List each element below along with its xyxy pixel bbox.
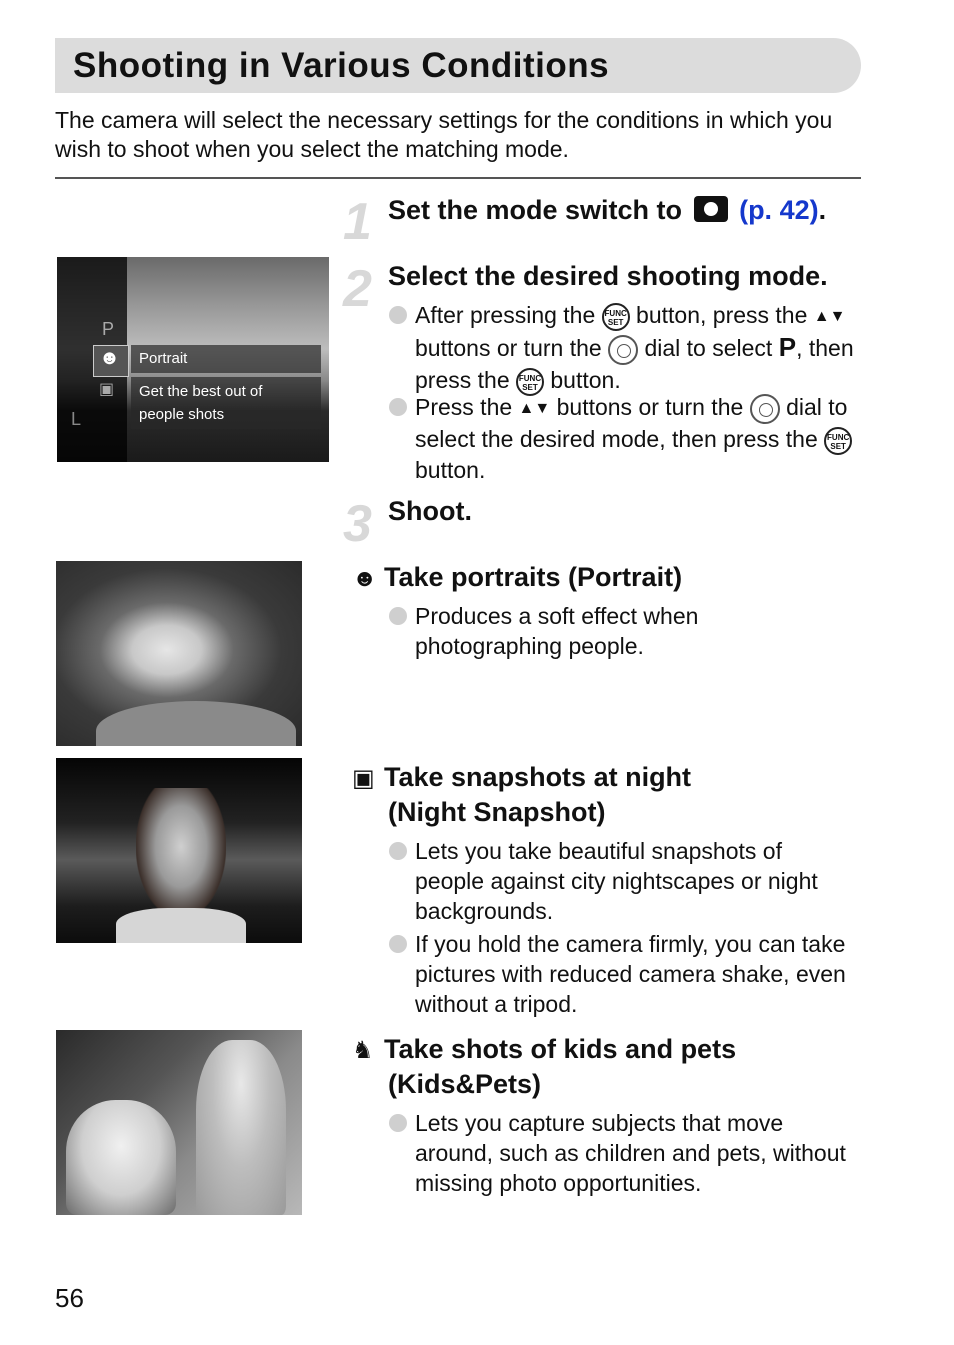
child-figure	[196, 1040, 286, 1215]
program-mode-icon: P	[778, 331, 797, 362]
night-bullet-1	[389, 836, 859, 928]
mode-name: Portrait	[139, 350, 188, 367]
portrait-heading-text: Take portraits (Portrait)	[384, 562, 683, 592]
bullet-icon	[389, 607, 407, 625]
night-heading-line-2: (Night Snapshot)	[388, 797, 606, 827]
func-set-button-icon: FUNC SET	[516, 368, 544, 396]
kids-bullet-1-text: Lets you capture subjects that move around, such as children and pets, without missing photo opportunities.	[415, 1110, 846, 1196]
up-down-arrows-icon: ▲▼	[518, 399, 551, 417]
portrait-bullet-1-text: Produces a soft effect when photographing people.	[415, 603, 699, 659]
kids-pets-photo	[56, 1030, 302, 1215]
night-snapshot-photo	[56, 758, 302, 943]
portrait-selected-icon: ☻	[99, 347, 121, 369]
text-run: buttons or turn the	[415, 334, 602, 361]
camera-screen-image	[57, 257, 329, 462]
text-run: After pressing the	[415, 302, 596, 328]
kids-heading-line-2: (Kids&Pets)	[388, 1069, 542, 1099]
step-1-period: .	[818, 195, 827, 225]
kids-pets-icon: ♞	[352, 1037, 374, 1064]
step-1-heading	[388, 193, 868, 228]
page-number: 56	[55, 1283, 84, 1313]
intro-paragraph: The camera will select the necessary settings for the conditions in which you wish to shoot when you select the matching mode.	[55, 107, 833, 162]
step-2-bullet-2	[389, 392, 859, 484]
night-bullet-2-text: If you hold the camera firmly, you can take pictures with reduced camera shake, even without a tripod.	[415, 931, 846, 1017]
night-mode-menu-icon: ▣	[99, 381, 115, 398]
camera-auto-icon	[694, 196, 728, 222]
night-subject-shoulders	[116, 908, 246, 943]
step-2-heading: Select the desired shooting mode.	[388, 261, 828, 291]
portrait-shoulders	[96, 701, 296, 746]
mode-description-line-2: people shots	[139, 406, 225, 423]
night-heading-line-1: Take snapshots at night	[384, 762, 692, 792]
step-2-bullet-1-text	[415, 300, 865, 396]
mode-p-label: P	[102, 319, 115, 339]
text-run: dial to select the desired mode, then press the	[415, 394, 848, 452]
bullet-icon	[389, 935, 407, 953]
kids-heading-line-1: Take shots of kids and pets	[384, 1034, 737, 1064]
text-run: button.	[415, 456, 486, 483]
dog-figure	[66, 1100, 176, 1215]
step-number-2: 2	[343, 260, 372, 318]
func-set-button-icon: FUNC SET	[602, 303, 630, 331]
func-set-button-icon: FUNC SET	[824, 427, 852, 455]
portrait-photo	[56, 561, 302, 746]
text-run: button, press the	[636, 302, 808, 328]
bullet-icon	[389, 398, 407, 416]
night-heading	[352, 760, 852, 796]
text-run: Press the	[415, 394, 513, 420]
night-bullet-2	[389, 929, 859, 1021]
text-run: button.	[550, 366, 621, 393]
section-title-bar	[55, 38, 861, 93]
step-2-bullet-2-text	[415, 392, 865, 485]
up-down-arrows-icon: ▲▼	[813, 307, 846, 325]
step-2-bullet-1	[389, 300, 859, 394]
night-snapshot-icon: ▣	[352, 765, 375, 792]
step-1-text: Set the mode switch to	[388, 195, 683, 225]
bullet-icon	[389, 1114, 407, 1132]
step-number-1: 1	[343, 193, 372, 251]
control-dial-icon	[750, 394, 780, 424]
text-run: , then press the	[415, 334, 854, 393]
portrait-mode-icon: ☻	[352, 565, 378, 592]
night-subject-face	[136, 788, 226, 918]
text-run: dial to select	[644, 334, 773, 361]
page-reference-link[interactable]: (p. 42)	[739, 195, 819, 225]
control-dial-icon	[608, 335, 638, 365]
step-number-3: 3	[343, 495, 372, 553]
divider	[55, 177, 861, 179]
kids-heading	[352, 1032, 852, 1068]
text-run: buttons or turn the	[556, 394, 744, 420]
step-3-heading: Shoot.	[388, 496, 472, 526]
portrait-bullet-1	[389, 601, 859, 663]
portrait-heading	[352, 560, 852, 596]
night-bullet-1-text: Lets you take beautiful snapshots of people against city nightscapes or night backgrounds.	[415, 838, 818, 924]
kids-bullet-1	[389, 1108, 859, 1200]
bullet-icon	[389, 306, 407, 324]
mode-description-line-1: Get the best out of	[139, 383, 263, 400]
page-title: Shooting in Various Conditions	[73, 46, 610, 85]
bullet-icon	[389, 842, 407, 860]
mode-l-label: L	[71, 409, 82, 429]
